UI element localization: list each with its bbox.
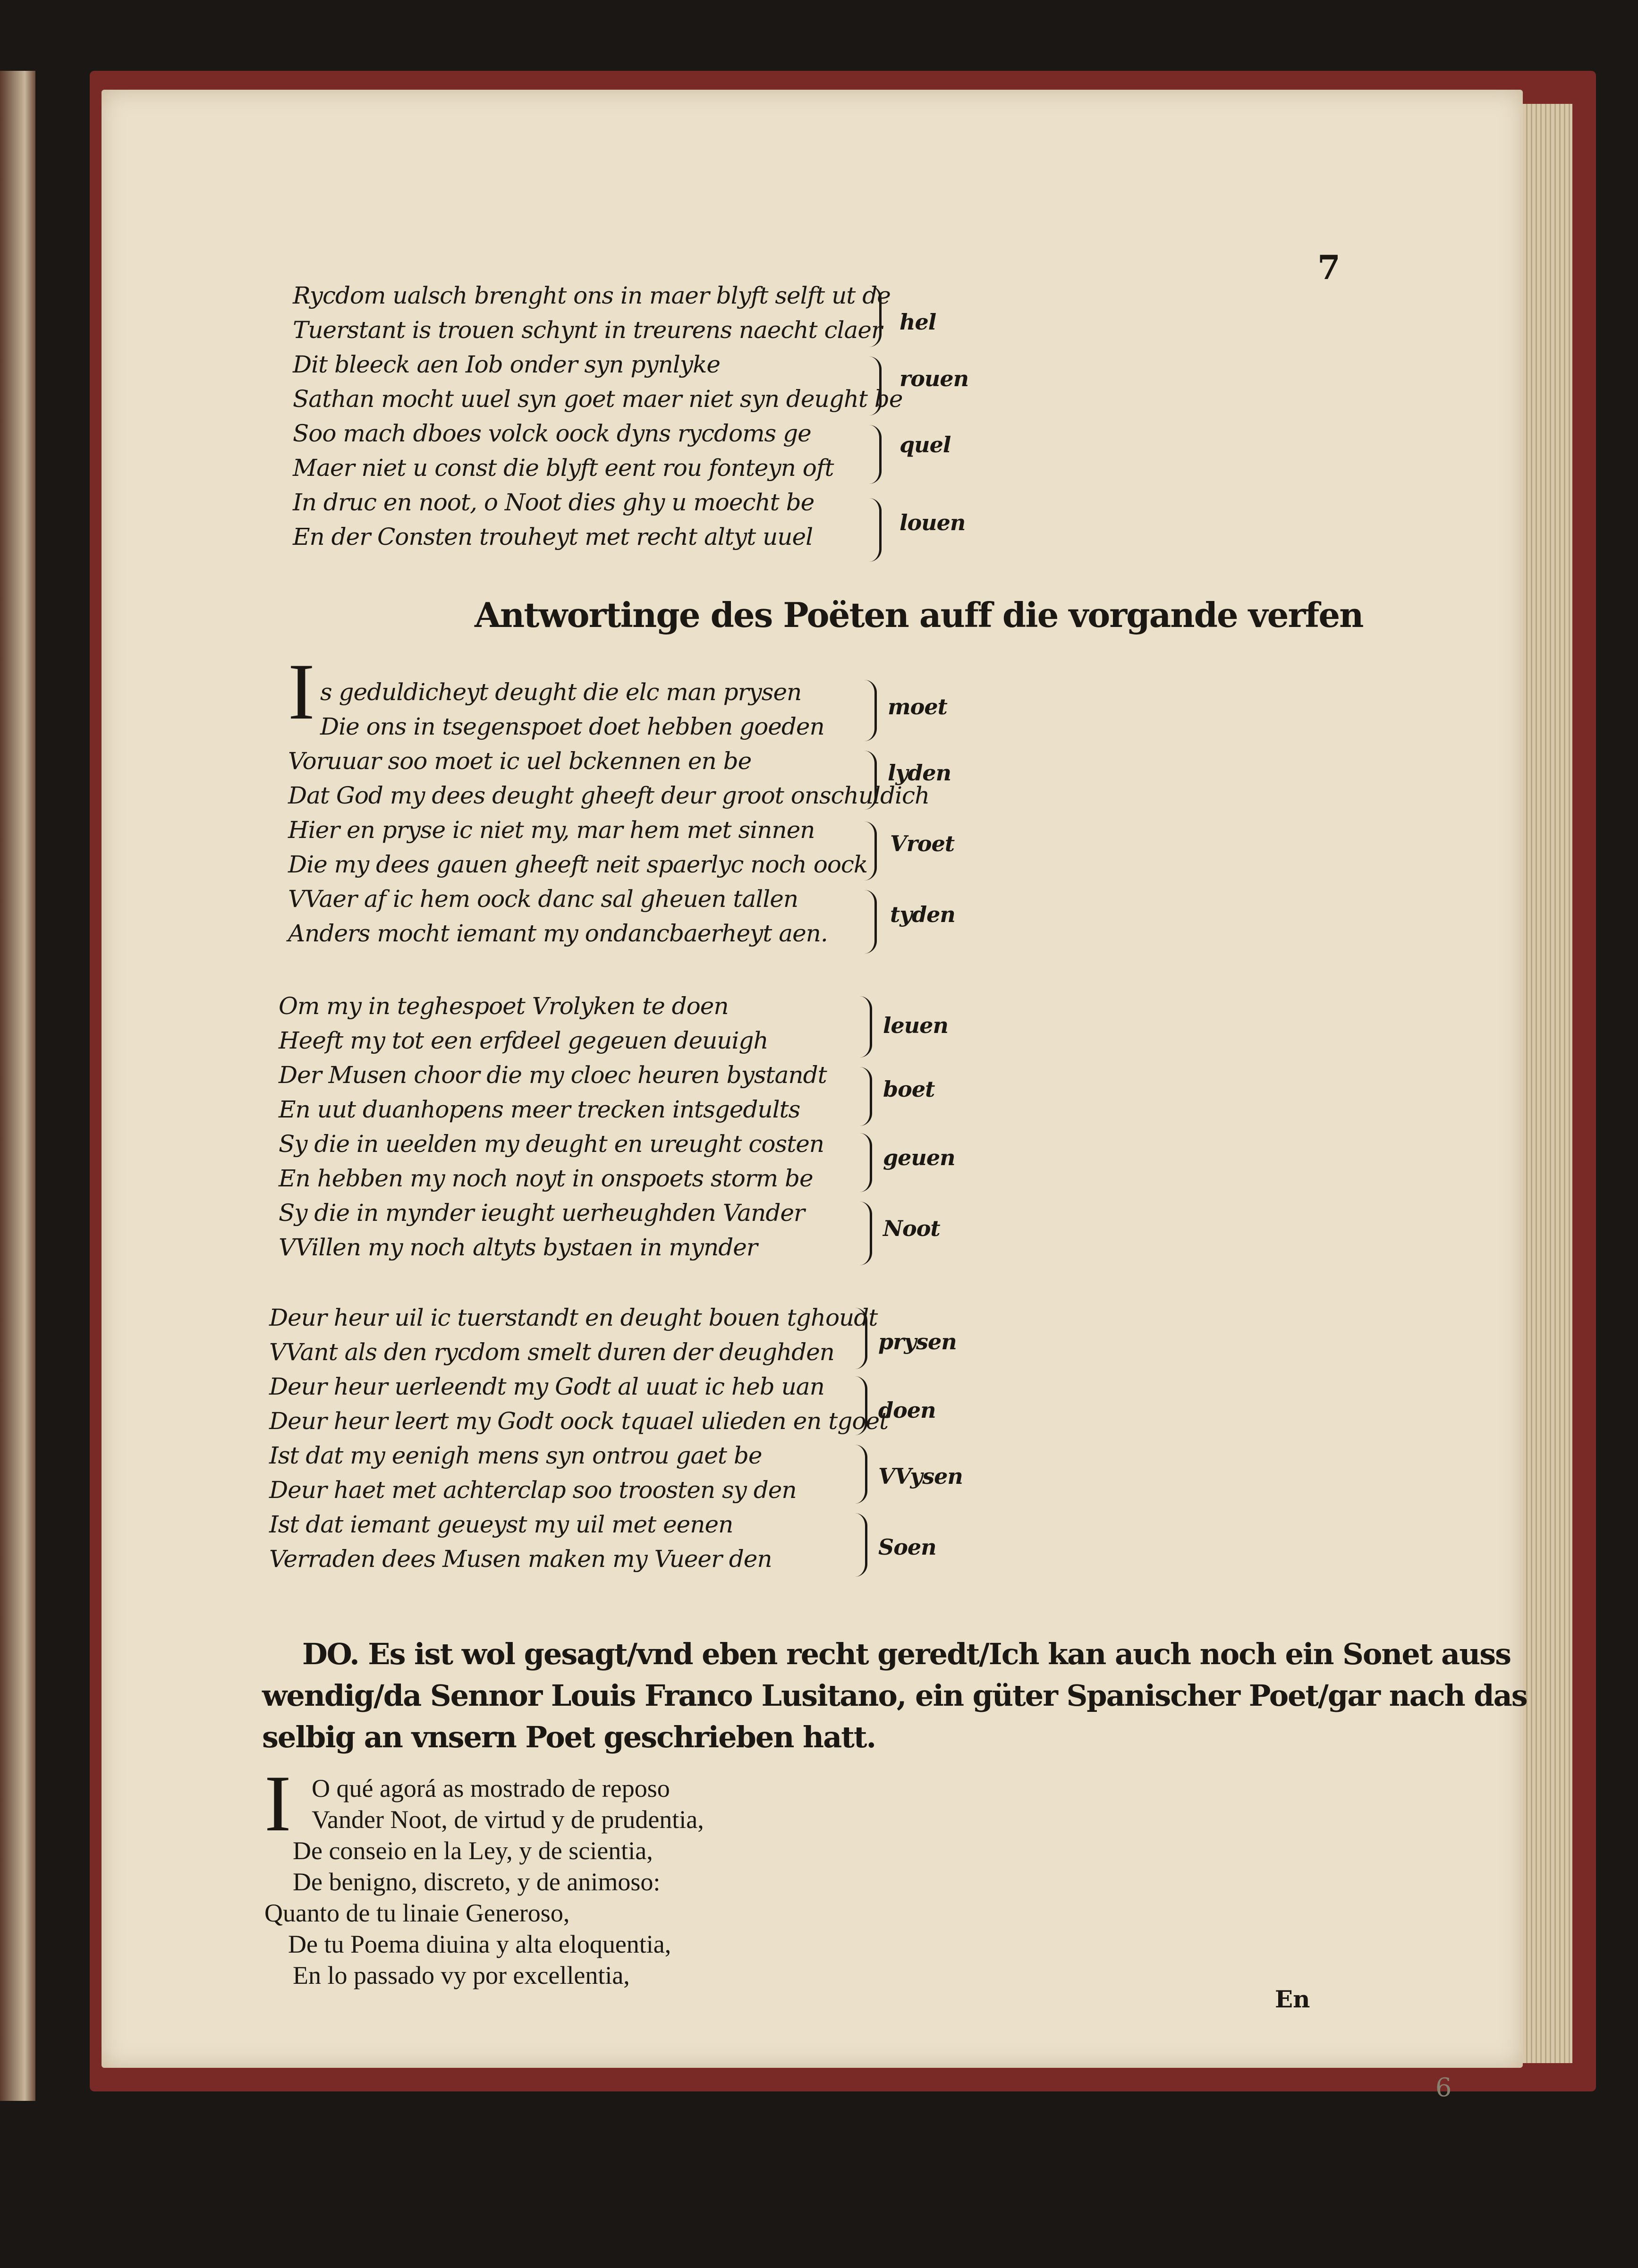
sonnet-line: De tu Poema diuina y alta eloquentia, [288, 1930, 671, 1958]
verse-line: Der Musen choor die my cloec heuren bystandt [279, 1061, 827, 1089]
drop-cap: I [264, 1759, 291, 1848]
sonnet-line: En lo passado vy por excellentia, [293, 1961, 630, 1989]
prose-line: selbig an vnsern Poet geschrieben hatt. [262, 1720, 876, 1754]
rhyme-word: doen [878, 1397, 936, 1423]
verse-line: Rycdom ualsch brenght ons in maer blyft selft ut de [293, 282, 891, 309]
sonnet-line: De conseio en la Ley, y de scientia, [293, 1836, 653, 1865]
rhyme-word: rouen [900, 366, 969, 391]
rhyme-brace [869, 425, 882, 484]
verse-line: Die ons in tsegenspoet doet hebben goeden [320, 713, 824, 740]
rhyme-word: Noot [883, 1216, 940, 1241]
rhyme-brace [859, 1133, 872, 1192]
verse-line: Sy die in mynder ieught uerheughden Vander [279, 1199, 805, 1227]
verse-line: Sathan mocht uuel syn goet maer niet syn deught be [293, 385, 903, 413]
rhyme-brace [869, 356, 882, 415]
rhyme-brace [855, 1376, 867, 1435]
rhyme-brace [859, 996, 872, 1058]
rhyme-word: Soen [878, 1534, 936, 1560]
verse-line: En uut duanhopens meer trecken intsgedults [279, 1096, 800, 1123]
verse-line: En hebben my noch noyt in onspoets storm be [279, 1165, 813, 1192]
rhyme-brace [855, 1445, 867, 1504]
rhyme-brace [869, 498, 882, 562]
sonnet-line: De benigno, discreto, y de animoso: [293, 1868, 661, 1896]
verse-line: Deur heur uerleendt my Godt al uuat ic heb uan [269, 1373, 824, 1400]
prose-line: DO. Es ist wol gesagt/vnd eben recht geredt/Ich kan auch noch ein Sonet auss [302, 1637, 1511, 1671]
verse-line: Hier en pryse ic niet my, mar hem met sinnen [288, 816, 815, 844]
verse-line: Deur heur leert my Godt oock tquael ulieden en tgoet [269, 1407, 889, 1435]
verse-line: Ist dat my eenigh mens syn ontrou gaet be [269, 1442, 762, 1469]
previous-page-edge [0, 71, 35, 2101]
pencil-mark: 6 [1435, 2073, 1452, 2102]
page-block-edge [1523, 104, 1572, 2063]
verse-line: Verraden dees Musen maken my Vueer den [269, 1545, 772, 1573]
rhyme-brace [864, 890, 877, 954]
page-number: 7 [1317, 248, 1341, 287]
rhyme-word: prysen [878, 1329, 957, 1354]
rhyme-word: boet [883, 1076, 935, 1102]
rhyme-word: quel [900, 432, 951, 457]
verse-line: Deur heur uil ic tuerstandt en deught bouen tghoudt [269, 1304, 878, 1331]
rhyme-brace [864, 821, 877, 880]
verse-line: VVillen my noch altyts bystaen in mynder [279, 1234, 757, 1261]
rhyme-word: moet [888, 694, 947, 719]
verse-line: VVant als den rycdom smelt duren der deughden [269, 1338, 834, 1366]
rhyme-word: tyden [890, 902, 955, 927]
verse-line: VVaer af ic hem oock danc sal gheuen tallen [288, 885, 798, 913]
verse-line: Dit bleeck aen Iob onder syn pynlyke [293, 351, 720, 378]
verse-line: Die my dees gauen gheeft neit spaerlyc noch oock [288, 851, 868, 878]
rhyme-word: lyden [888, 760, 951, 786]
prose-line: wendig/da Sennor Louis Franco Lusitano, ein güter Spanischer Poet/gar nach das [262, 1678, 1527, 1713]
rhyme-word: louen [900, 510, 966, 535]
rhyme-word: geuen [883, 1145, 955, 1170]
drop-cap: I [288, 647, 315, 736]
rhyme-brace [869, 286, 882, 347]
verse-line: Dat God my dees deught gheeft deur groot onschuldich [288, 782, 930, 809]
rhyme-word: leuen [883, 1013, 948, 1038]
rhyme-word: VVysen [878, 1464, 963, 1489]
section-heading: Antwortinge des Poëten auff die vorgande verfen [475, 595, 1363, 635]
verse-line: Soo mach dboes volck oock dyns rycdoms ge [293, 420, 811, 447]
sonnet-line: Vander Noot, de virtud y de prudentia, [312, 1805, 704, 1834]
verse-line: En der Consten trouheyt met recht altyt uuel [293, 523, 813, 550]
verse-line: Tuerstant is trouen schynt in treurens naecht claer [293, 316, 882, 344]
rhyme-brace [864, 680, 877, 741]
rhyme-brace [859, 1202, 872, 1265]
verse-line: Om my in teghespoet Vrolyken te doen [279, 992, 729, 1020]
verse-line: Sy die in ueelden my deught en ureught costen [279, 1130, 824, 1158]
rhyme-brace [855, 1513, 867, 1577]
verse-line: Voruuar soo moet ic uel bckennen en be [288, 747, 752, 775]
rhyme-word: Vroet [890, 831, 955, 856]
verse-line: Deur haet met achterclap soo troosten sy den [269, 1476, 797, 1504]
rhyme-word: hel [900, 309, 936, 335]
sonnet-line: O qué agorá as mostrado de reposo [312, 1774, 670, 1803]
verse-line: Anders mocht iemant my ondancbaerheyt aen. [288, 920, 828, 947]
verse-line: In druc en noot, o Noot dies ghy u moecht be [293, 489, 815, 516]
rhyme-brace [859, 1067, 872, 1126]
sonnet-line: Quanto de tu linaie Generoso, [264, 1899, 570, 1927]
verse-line: Maer niet u const die blyft eent rou fonteyn oft [293, 454, 834, 482]
verse-line: Heeft my tot een erfdeel gegeuen deuuigh [279, 1027, 768, 1054]
rhyme-brace [864, 751, 877, 810]
catchword: En [1275, 1985, 1310, 2013]
verse-line: Ist dat iemant geueyst my uil met eenen [269, 1511, 733, 1538]
verse-line: s geduldicheyt deught die elc man prysen [320, 678, 802, 706]
rhyme-brace [855, 1308, 867, 1369]
